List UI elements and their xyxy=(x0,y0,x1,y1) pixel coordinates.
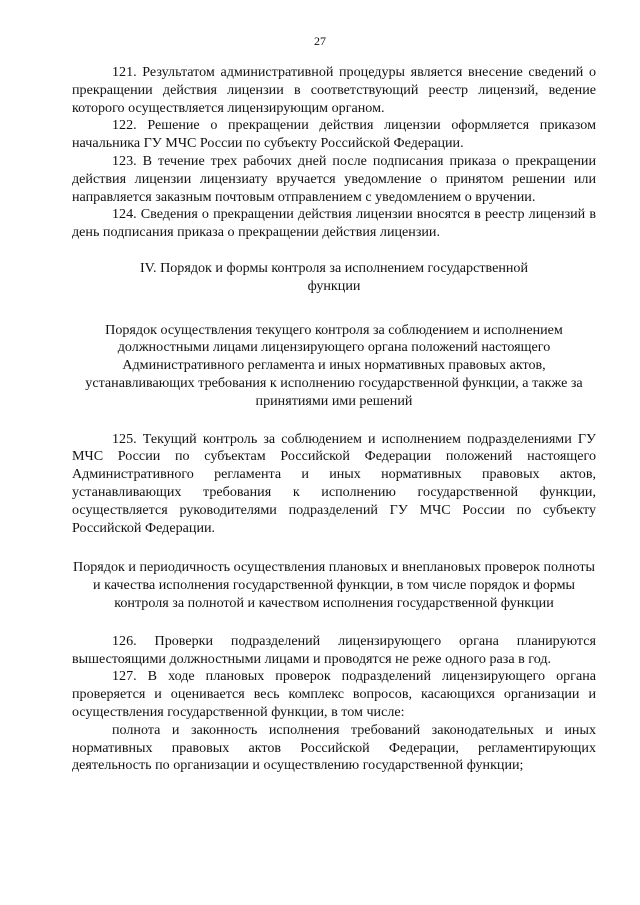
subheading-inspections: Порядок и периодичность осуществления плановых и внеплановых проверок полноты и качества исполнения государственной функции, в том числе порядок и формы контроля за полнотой и качеством исполнения государственной функции xyxy=(73,559,595,611)
section-heading: IV. Порядок и формы контроля за исполнением государственной функции xyxy=(139,259,529,294)
paragraph-126: 126. Проверки подразделений лицензирующего органа планируются вышестоящими должностными лицами и проводятся не реже одного раза в год. xyxy=(72,632,596,667)
paragraph-127-item: полнота и законность исполнения требований законодательных и иных нормативных правовых актов Российской Федерации, регламентирующих деятельность по организации и осуществлению государственной функции; xyxy=(72,721,596,774)
document-body xyxy=(72,64,596,775)
paragraph-121: 121. Результатом административной процедуры является внесение сведений о прекращении действия лицензии в соответствующий реестр лицензий, ведение которого осуществляется лицензирующим органом. xyxy=(72,64,596,116)
paragraph-125: 125. Текущий контроль за соблюдением и исполнением подразделениями ГУ МЧС России по субъектам Российской Федерации положений настоящего Административного регламента и иных нормативных правовых актов, устанавливающих требования к исполнению государственной функции, осуществляется руководителями подразделений ГУ МЧС России по субъекту Российской Федерации. xyxy=(72,430,596,536)
subheading-current-control: Порядок осуществления текущего контроля за соблюдением и исполнением должностными лицами лицензирующего органа положений настоящего Административного регламента и иных нормативных правовых актов, устанавливающих требования к исполнению государственной функции, а также за принятиями ими решений xyxy=(85,321,583,409)
paragraph-124: 124. Сведения о прекращении действия лицензии вносятся в реестр лицензий в день подписания приказа о прекращении действия лицензии. xyxy=(72,206,596,241)
paragraph-127: 127. В ходе плановых проверок подразделений лицензирующего органа проверяется и оценивается весь комплекс вопросов, касающихся организации и осуществления государственной функции, в том числе: xyxy=(72,668,596,720)
paragraph-123: 123. В течение трех рабочих дней после подписания приказа о прекращении действия лицензии лицензиату вручается уведомление о принятом решении или направляется заказным почтовым отправлением с уведомлением о вручении. xyxy=(72,152,596,205)
paragraph-122: 122. Решение о прекращении действия лицензии оформляется приказом начальника ГУ МЧС России по субъекту Российской Федерации. xyxy=(72,117,596,152)
page-number: 27 xyxy=(314,34,326,48)
